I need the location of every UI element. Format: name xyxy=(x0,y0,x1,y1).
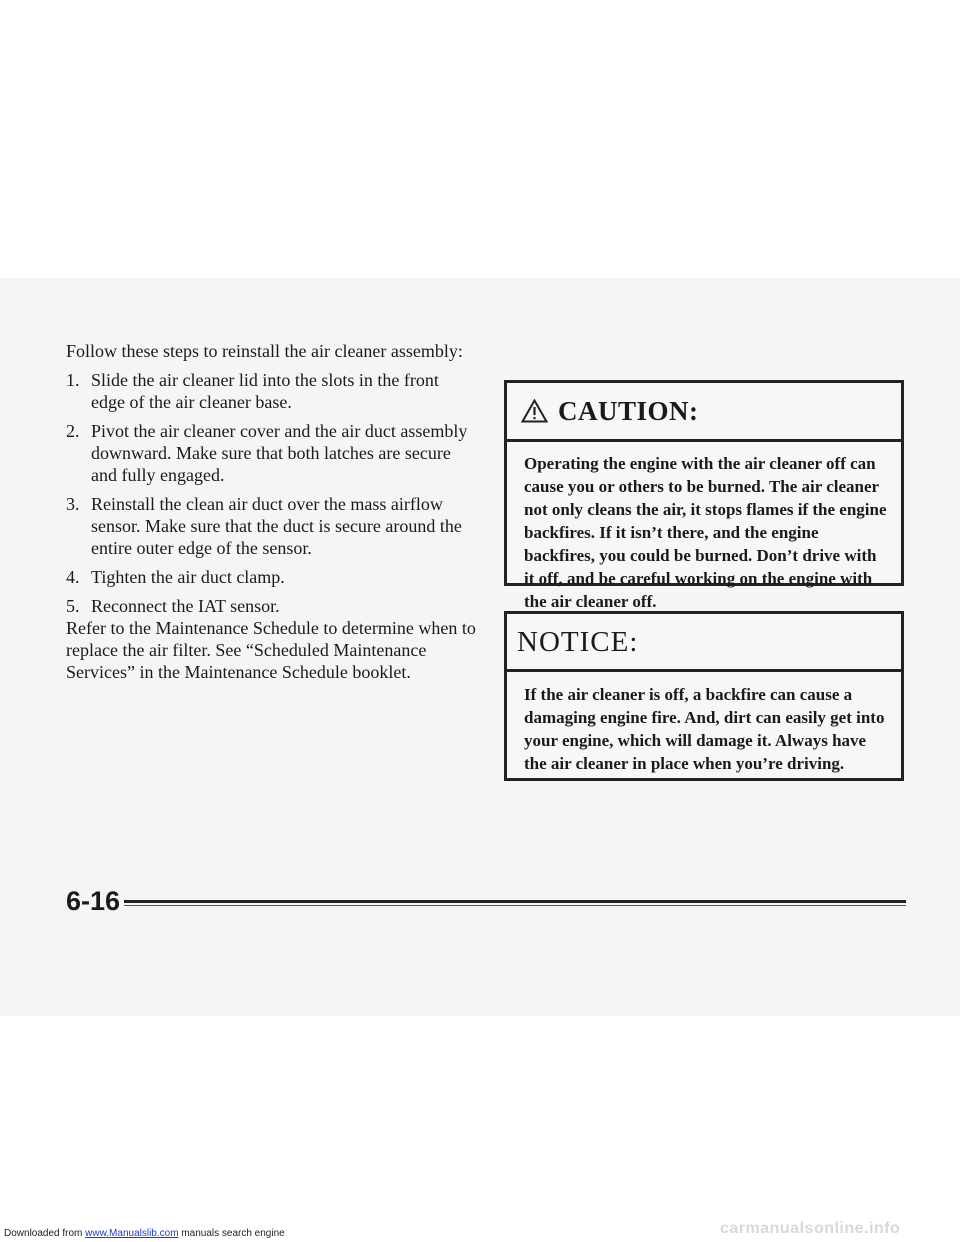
notice-header xyxy=(507,614,901,672)
step-number: 3. xyxy=(66,494,80,514)
warning-triangle-icon xyxy=(521,399,548,423)
download-credit xyxy=(4,1228,285,1240)
step-list xyxy=(66,369,476,624)
list-item xyxy=(66,369,476,413)
watermark: carmanualsonline.info xyxy=(720,1220,901,1237)
manualslib-link[interactable]: www.Manualslib.com xyxy=(85,1228,179,1239)
step-number: 1. xyxy=(66,370,80,390)
step-number: 5. xyxy=(66,596,80,616)
download-credit-prefix: Downloaded from xyxy=(4,1228,86,1239)
caution-header xyxy=(507,383,901,442)
bottom-margin xyxy=(0,1016,960,1242)
caution-title: CAUTION: xyxy=(558,396,699,426)
step-number: 2. xyxy=(66,421,80,441)
caution-box xyxy=(504,380,904,611)
step-text: Tighten the air duct clamp. xyxy=(91,567,285,587)
top-margin xyxy=(0,0,960,278)
step-text: Slide the air cleaner lid into the slots in the front edge of the air cleaner base. xyxy=(91,370,439,412)
page-number: 6-16 xyxy=(66,886,121,916)
footer-rule xyxy=(124,900,906,903)
footer-rule-thin xyxy=(124,905,906,906)
caution-body: Operating the engine with the air cleaner off can cause you or others to be burned. The air cleaner not only cleans the air, it stops flames if the engine backfires. If it isn’t there, and the engine backfires, you could be burned. Don’t drive with it off, and be careful working on the engine with the air cleaner off. xyxy=(524,454,887,611)
step-number: 4. xyxy=(66,567,80,587)
notice-title: NOTICE: xyxy=(517,625,639,658)
notice-body: If the air cleaner is off, a backfire can cause a damaging engine fire. And, dirt can easily get into your engine, which will damage it. Always have the air cleaner in place when you’re driving. xyxy=(524,685,885,773)
intro-text: Follow these steps to reinstall the air cleaner assembly: xyxy=(66,341,463,361)
step-text: Reconnect the IAT sensor. xyxy=(91,596,280,616)
refer-text: Refer to the Maintenance Schedule to determine when to replace the air filter. See “Scheduled Maintenance Services” in the Maintenance Schedule booklet. xyxy=(66,618,476,682)
list-item xyxy=(66,493,476,559)
list-item xyxy=(66,595,476,617)
list-item xyxy=(66,420,476,486)
notice-box xyxy=(504,611,904,781)
step-text: Reinstall the clean air duct over the mass airflow sensor. Make sure that the duct is secure around the entire outer edge of the sensor. xyxy=(91,494,462,558)
list-item xyxy=(66,566,476,588)
download-credit-suffix: manuals search engine xyxy=(178,1228,285,1239)
step-text: Pivot the air cleaner cover and the air duct assembly downward. Make sure that both latches are secure and fully engaged. xyxy=(91,421,468,485)
